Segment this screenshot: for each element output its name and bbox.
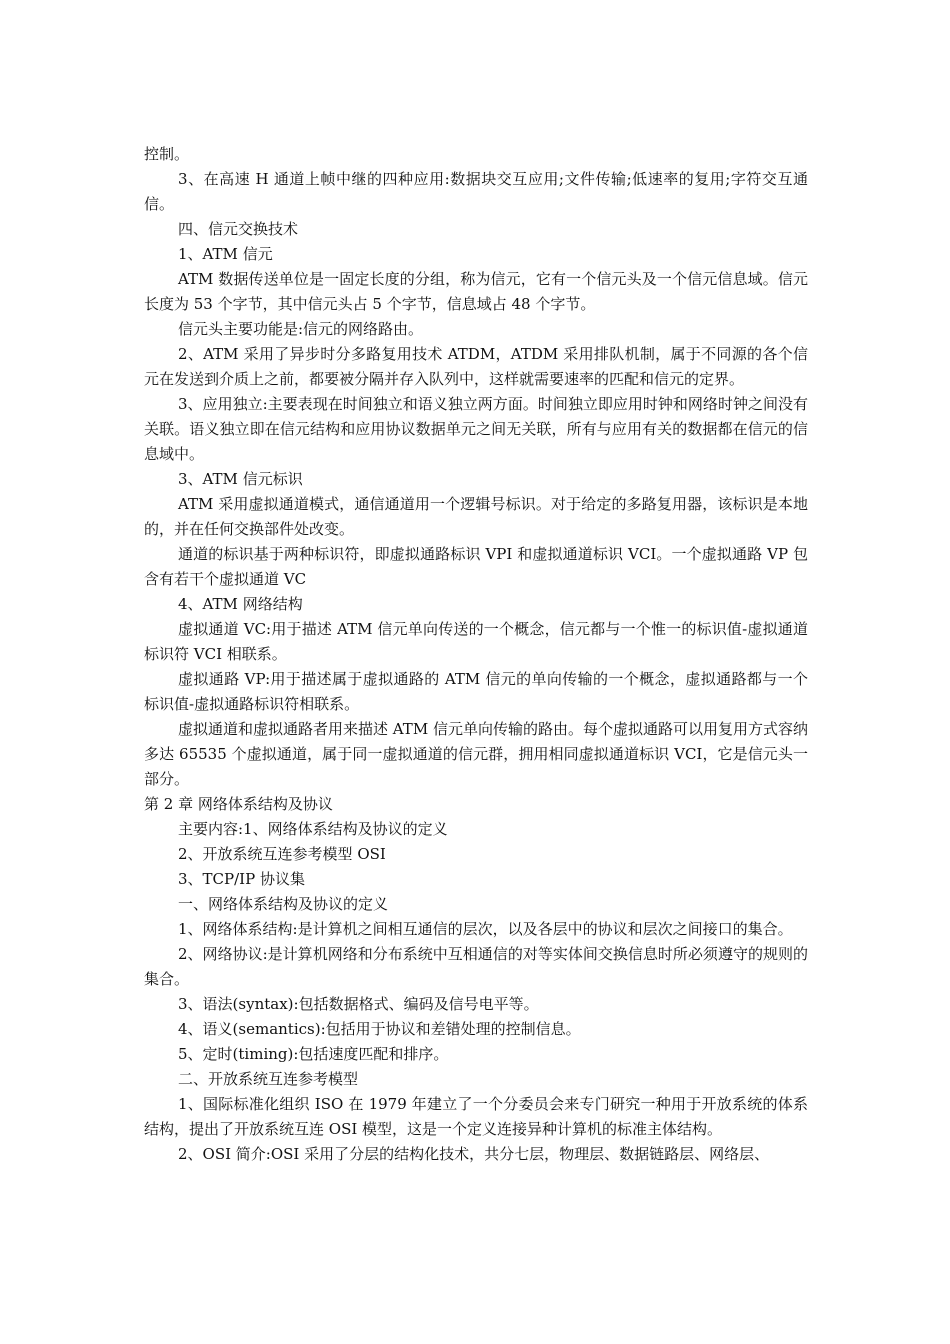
paragraph: 通道的标识基于两种标识符，即虚拟通路标识 VPI 和虚拟通道标识 VCI。一个虚拟通路 VP 包含有若干个虚拟通道 VC [144, 545, 808, 588]
chapter-heading: 第 2 章 网络体系结构及协议 [144, 795, 333, 813]
paragraph: 2、网络协议:是计算机网络和分布系统中互相通信的对等实体间交换信息时所必须遵守的规则的集合。 [144, 945, 808, 988]
paragraph: 1、网络体系结构:是计算机之间相互通信的层次，以及各层中的协议和层次之间接口的集合。 [178, 920, 793, 938]
paragraph: 1、国际标准化组织 ISO 在 1979 年建立了一个分委员会来专门研究一种用于开放系统的体系结构，提出了开放系统互连 OSI 模型，这是一个定义连接异种计算机的标准主体结构。 [144, 1095, 808, 1138]
paragraph: 信元头主要功能是:信元的网络路由。 [178, 320, 424, 338]
list-item: 5、定时(timing):包括速度匹配和排序。 [178, 1045, 449, 1063]
section-heading: 一、网络体系结构及协议的定义 [178, 895, 389, 913]
document-body [144, 142, 808, 1167]
paragraph: ATM 数据传送单位是一固定长度的分组，称为信元，它有一个信元头及一个信元信息域。信元长度为 53 个字节，其中信元头占 5 个字节，信息域占 48 个字节。 [144, 270, 808, 313]
paragraph: 2、ATM 采用了异步时分多路复用技术 ATDM，ATDM 采用排队机制，属于不同源的各个信元在发送到介质上之前，都要被分隔并存入队列中，这样就需要速率的匹配和信元的定界。 [144, 345, 808, 388]
paragraph: 控制。 [144, 145, 190, 163]
paragraph: 3、应用独立:主要表现在时间独立和语义独立两方面。时间独立即应用时钟和网络时钟之间没有关联。语义独立即在信元结构和应用协议数据单元之间无关联，所有与应用有关的数据都在信元的信息域中。 [144, 395, 808, 463]
paragraph: 虚拟通路 VP:用于描述属于虚拟通路的 ATM 信元的单向传输的一个概念，虚拟通路都与一个标识值-虚拟通路标识符相联系。 [144, 670, 808, 713]
section-heading: 二、开放系统互连参考模型 [178, 1070, 359, 1088]
section-heading: 四、信元交换技术 [178, 220, 299, 238]
paragraph: ATM 采用虚拟通道模式，通信通道用一个逻辑号标识。对于给定的多路复用器，该标识是本地的，并在任何交换部件处改变。 [144, 495, 808, 538]
list-item: 2、开放系统互连参考模型 OSI [178, 845, 386, 863]
list-item: 3、TCP/IP 协议集 [178, 870, 305, 888]
paragraph: 3、在高速 H 通道上帧中继的四种应用:数据块交互应用;文件传输;低速率的复用;字符交互通信。 [144, 170, 808, 213]
subsection-heading: 3、ATM 信元标识 [178, 470, 303, 488]
list-item: 4、语义(semantics):包括用于协议和差错处理的控制信息。 [178, 1020, 581, 1038]
paragraph: 虚拟通道和虚拟通路者用来描述 ATM 信元单向传输的路由。每个虚拟通路可以用复用方式容纳多达 65535 个虚拟通道，属于同一虚拟通道的信元群，拥用相同虚拟通道标识 VCI，它是信元头一部分。 [144, 720, 808, 788]
paragraph: 2、OSI 简介:OSI 采用了分层的结构化技术，共分七层，物理层、数据链路层、网络层、 [178, 1145, 770, 1163]
paragraph: 主要内容:1、网络体系结构及协议的定义 [178, 820, 448, 838]
list-item: 3、语法(syntax):包括数据格式、编码及信号电平等。 [178, 995, 539, 1013]
subsection-heading: 1、ATM 信元 [178, 245, 273, 263]
paragraph: 虚拟通道 VC:用于描述 ATM 信元单向传送的一个概念，信元都与一个惟一的标识值-虚拟通道标识符 VCI 相联系。 [144, 620, 808, 663]
subsection-heading: 4、ATM 网络结构 [178, 595, 303, 613]
